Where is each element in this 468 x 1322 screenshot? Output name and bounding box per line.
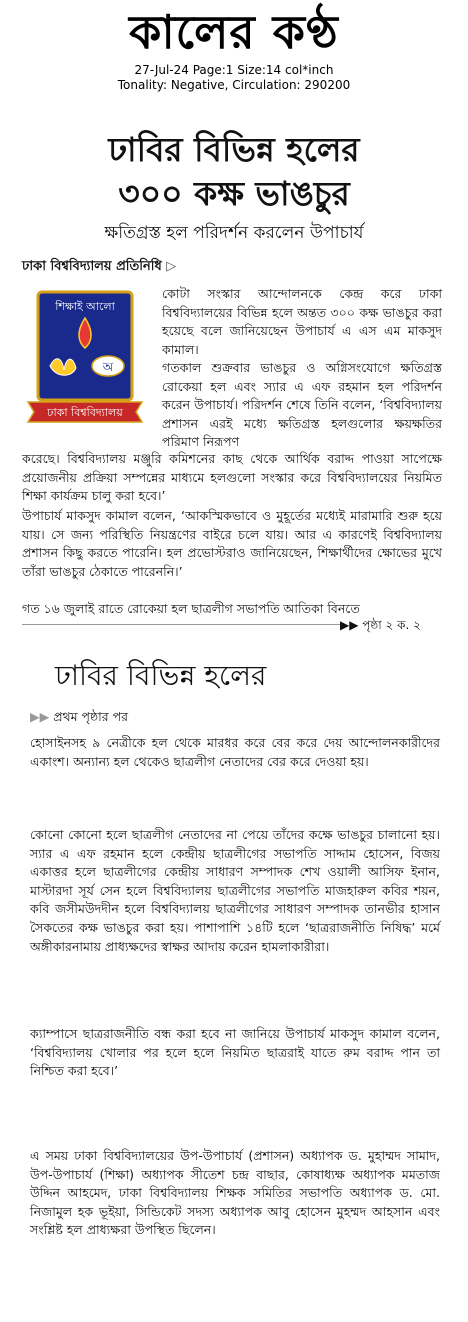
university-logo xyxy=(26,288,144,428)
article-paragraph: উপাচার্য মাকসুদ কামাল বলেন, ‘আকস্মিকভাবে ও মুহূর্তের মধ্যেই মারামারি শুরু হয়ে যায়। সে জন্য পরিস্থিতি নিয়ন্ত্রণের বাইরে চলে যায়। আর এ কারণেই বিশ্ববিদ্যালয় প্রশাসন কিছু করতে পারেনি। হল প্রভোস্টরাও জানিয়েছেন, শিক্ষার্থীদের ক্ষোভের মুখে তাঁরা ভাঙচুর ঠেকাতে পারেননি।’ xyxy=(22,508,442,579)
article-paragraph: গত ১৬ জুলাই রাতে রোকেয়া হল ছাত্রলীগ সভাপতি আতিকা বিনতে xyxy=(22,601,360,616)
continuation-title: ঢাবির বিভিন্ন হলের xyxy=(55,659,267,692)
byline-arrow-icon: ▷ xyxy=(166,259,177,274)
double-arrow-icon: ▶▶ xyxy=(30,709,50,724)
article-paragraph: গতকাল শুক্রবার ভাঙচুর ও অগ্নিসংযোগে ক্ষতিগ্রস্ত রোকেয়া হল এবং স্যার এ এফ রহমান হল পরিদর্শন করেন উপাচার্য। পরিদর্শন শেষে তিনি বলেন, ‘বিশ্ববিদ্যালয় প্রশাসন এরই মধ্যে ক্ষতিগ্রস্ত হলগুলোর ক্ষয়ক্ষতির পরিমাণ নিরূপণ xyxy=(162,360,442,450)
continuation-paragraph: ক্যাম্পাসে ছাত্ররাজনীতি বন্ধ করা হবে না জানিয়ে উপাচার্য মাকসুদ কামাল বলেন, ‘বিশ্ববিদ্যালয় খোলার পর হলে হলে নিয়মিত ছাত্ররাই যাতে রুম বরাদ্দ পান তা নিশ্চিত করা হবে।’ xyxy=(30,1026,440,1079)
continuation-divider xyxy=(22,624,342,625)
byline-text: ঢাকা বিশ্ববিদ্যালয় প্রতিনিধি xyxy=(22,259,162,274)
continuation-paragraph: হোসাইনসহ ৯ নেত্রীকে হল থেকে মারধর করে বের করে দেয় আন্দোলনকারীদের একাংশ। অন্যান্য হল থেকেও ছাত্রলীগ নেতাদের বের করে দেওয়া হয়। xyxy=(30,735,440,769)
masthead-logo: কালের কণ্ঠ xyxy=(129,5,339,59)
continuation-paragraph: এ সময় ঢাকা বিশ্ববিদ্যালয়ের উপ-উপাচার্য (প্রশাসন) অধ্যাপক ড. মুহাম্মদ সামাদ, উপ-উপাচার্য (শিক্ষা) অধ্যাপক সীতেশ চন্দ্র বাছার, কোষাধ্যক্ষ অধ্যাপক মমতাজ উদ্দিন আহমেদ, ঢাকা বিশ্ববিদ্যালয় শিক্ষক সমিতির সভাপতি অধ্যাপক ড. মো. নিজামুল হক ভূইয়া, সিন্ডিকেট সদস্য অধ্যাপক আবু হোসেন মুহম্মদ আহসান এবং সংশ্লিষ্ট হল প্রাধ্যক্ষরা উপস্থিত ছিলেন। xyxy=(30,1148,440,1238)
headline-line1: ঢাবির বিভিন্ন হলের xyxy=(108,130,360,169)
article-paragraph: করেছে। বিশ্ববিদ্যালয় মঞ্জুরি কমিশনের কাছ থেকে আর্থিক বরাদ্দ পাওয়া সাপেক্ষে প্রয়োজনীয় প্রক্রিয়া সম্পন্নের মাধ্যমে হলগুলো সংস্কার করে বিশ্ববিদ্যালয়ের নিয়মিত শিক্ষা কার্যক্রম চালু করা হবে।’ xyxy=(22,451,442,504)
logo-banner-text: ঢাকা বিশ্ববিদ্যালয় xyxy=(47,406,123,419)
continued-from-note xyxy=(30,708,128,726)
continued-on-note: ▶▶ পৃষ্ঠা ২ ক. ২ xyxy=(340,618,421,632)
clip-meta-line1: 27-Jul-24 Page:1 Size:14 col*inch xyxy=(134,63,334,77)
clip-meta-line2: Tonality: Negative, Circulation: 290200 xyxy=(117,78,351,92)
headline-line2: ৩০০ কক্ষ ভাঙচুর xyxy=(118,174,350,213)
byline xyxy=(22,258,176,276)
continued-from-label: প্রথম পৃষ্ঠার পর xyxy=(53,709,129,724)
article-paragraph: কোটা সংস্কার আন্দোলনকে কেন্দ্র করে ঢাকা বিশ্ববিদ্যালয়ের বিভিন্ন হলে অন্তত ৩০০ কক্ষ ভাঙচুর করা হয়েছে বলে জানিয়েছেন উপাচার্য এ এস এম মাকসুদ কামাল। xyxy=(162,286,442,357)
logo-top-text: শিক্ষাই আলো xyxy=(55,300,115,313)
continuation-paragraph: কোনো কোনো হলে ছাত্রলীগ নেতাদের না পেয়ে তাঁদের কক্ষে ভাঙচুর চালানো হয়। স্যার এ এফ রহমান হলে কেন্দ্রীয় ছাত্রলীগের সভাপতি সাদ্দাম হোসেন, বিজয় একাত্তর হলে ছাত্রলীগের কেন্দ্রীয় সাধারণ সম্পাদক শেখ ওয়ালী আসিফ ইনান, মাস্টারদা সূর্য সেন হলে বিশ্ববিদ্যালয় ছাত্রলীগের সভাপতি মাজহারুল কবির শয়ন, কবি জসীমউদদীন হলে বিশ্ববিদ্যালয় ছাত্রলীগের সাধারণ সম্পাদক তানভীর হাসান সৈকতের কক্ষ ভাঙচুর করা হয়। পাশাপাশি ১৪টি হলে ‘ছাত্ররাজনীতি নিষিদ্ধ’ মর্মে অঙ্গীকারনামায় প্রাধ্যক্ষদের স্বাক্ষর আদায় করেন হামলাকারীরা। xyxy=(30,827,440,954)
subheadline: ক্ষতিগ্রস্ত হল পরিদর্শন করলেন উপাচার্য xyxy=(104,223,364,243)
logo-center-letter: অ xyxy=(102,360,114,374)
